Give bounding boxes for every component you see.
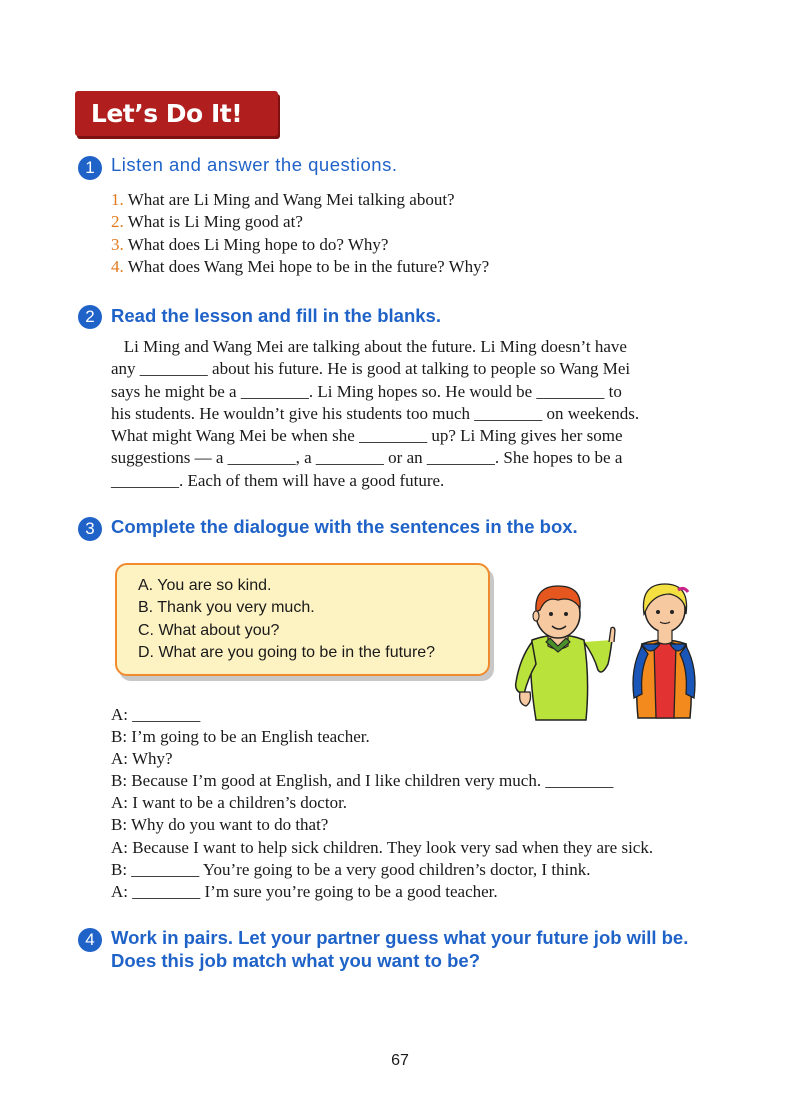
section-2-heading: Read the lesson and fill in the blanks.: [111, 305, 441, 326]
page-number: 67: [391, 1052, 409, 1069]
banner-title: Let’s Do It!: [90, 99, 243, 128]
paragraph-line: suggestions — a ________, a ________ or an ________. She hopes to be a: [111, 448, 623, 468]
section-3-number-badge: 3: [78, 517, 102, 541]
boy-and-girl-illustration: [510, 578, 710, 723]
question-item: 1. What are Li Ming and Wang Mei talking about?: [111, 190, 455, 209]
paragraph-line: Li Ming and Wang Mei are talking about the future. Li Ming doesn’t have: [111, 337, 627, 356]
dialogue-line: A: I want to be a children’s doctor.: [111, 793, 348, 813]
choice-item: B. Thank you very much.: [138, 599, 315, 617]
section-1-number-badge: 1: [78, 156, 102, 180]
dialogue-line: B: ________ You’re going to be a very good children’s doctor, I think.: [111, 859, 591, 879]
dialogue: [111, 704, 653, 903]
paragraph-line: says he might be a ________. Li Ming hopes so. He would be ________ to: [111, 381, 622, 401]
dialogue-line: A: Why?: [111, 749, 173, 769]
section-4-heading: Work in pairs. Let your partner guess what your future job will be. Does this job match what you want to be?: [111, 927, 689, 971]
section-3-heading: Complete the dialogue with the sentences in the box.: [111, 516, 578, 537]
sentence-choice-list: [138, 575, 435, 664]
dialogue-line: A: ________: [111, 705, 201, 724]
section-4-number-badge: 4: [78, 928, 102, 952]
lets-do-it-banner: [75, 91, 278, 136]
choice-item: A. You are so kind.: [138, 577, 272, 594]
question-item: 2. What is Li Ming good at?: [111, 212, 303, 232]
paragraph-line: any ________ about his future. He is good at talking to people so Wang Mei: [111, 359, 631, 379]
section-1-heading: Listen and answer the questions.: [111, 154, 398, 175]
fill-in-blanks-paragraph: [111, 336, 721, 492]
dialogue-line: A: Because I want to help sick children. They look very sad when they are sick.: [111, 837, 654, 857]
paragraph-line: What might Wang Mei be when she ________ up? Li Ming gives her some: [111, 426, 623, 446]
girl-figure: [633, 584, 695, 718]
section-2-number-badge: 2: [78, 305, 102, 329]
question-item: 3. What does Li Ming hope to do? Why?: [111, 234, 389, 254]
boy-figure: [516, 586, 615, 720]
choice-item: C. What about you?: [138, 621, 280, 639]
dialogue-line: B: I’m going to be an English teacher.: [111, 727, 370, 747]
dialogue-line: B: Why do you want to do that?: [111, 815, 329, 835]
paragraph-line: ________. Each of them will have a good future.: [111, 470, 445, 490]
choice-item: D. What are you going to be in the future?: [138, 643, 436, 661]
dialogue-line: A: ________ I’m sure you’re going to be a good teacher.: [111, 881, 498, 901]
dialogue-line: B: Because I’m good at English, and I like children very much. ________: [111, 771, 614, 791]
question-item: 4. What does Wang Mei hope to be in the future? Why?: [111, 256, 490, 276]
paragraph-line: his students. He wouldn’t give his students too much ________ on weekends.: [111, 403, 640, 423]
question-list: [111, 189, 489, 278]
